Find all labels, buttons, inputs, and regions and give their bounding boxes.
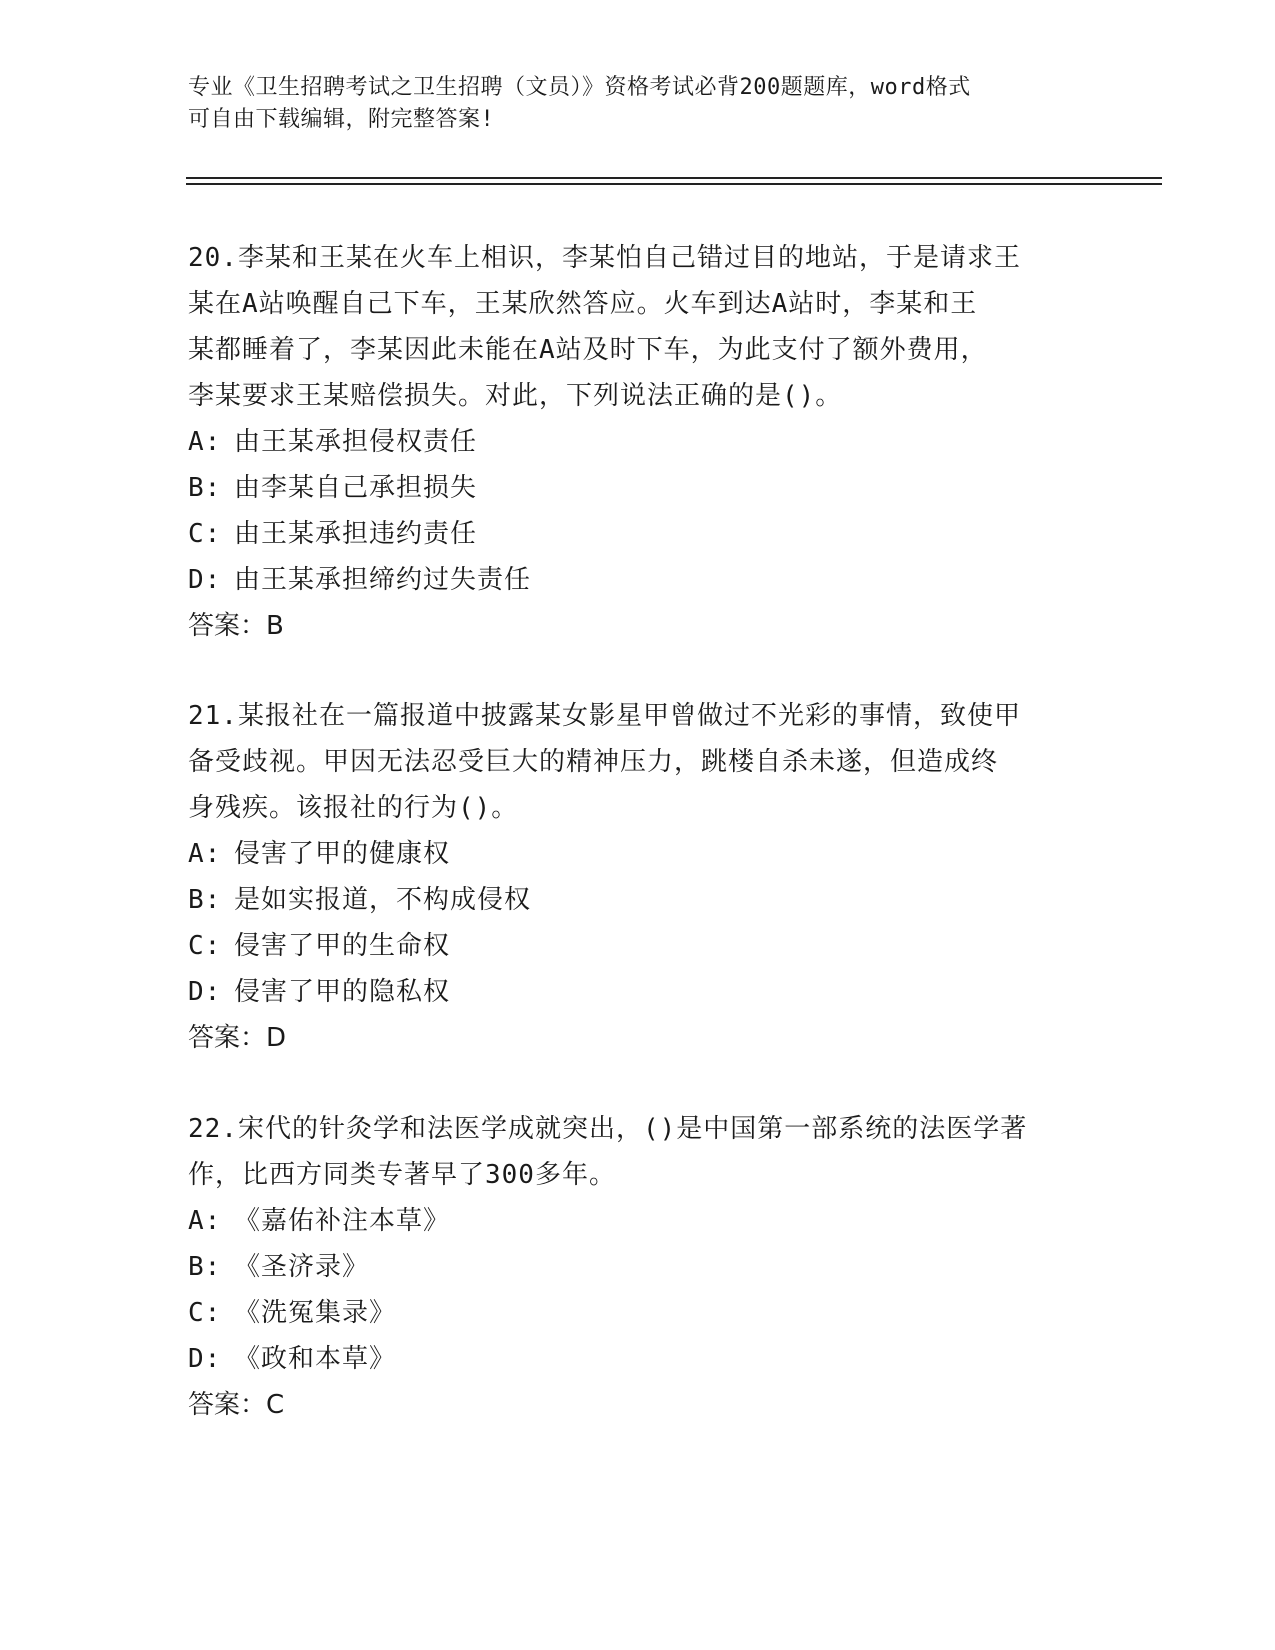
header-divider-bottom [186,183,1162,185]
option-text: 由李某自己承担损失 [234,473,478,503]
question-text-line: 某在A站唤醒自己下车，王某欣然答应。火车到达A站时，李某和王 [188,289,978,319]
question-21 [188,693,1088,1061]
option-text: 由王某承担违约责任 [234,519,478,549]
option-a [188,1198,1088,1244]
option-text: 由王某承担缔约过失责任 [234,565,532,595]
question-text-line: 22.宋代的针灸学和法医学成就突出，()是中国第一部系统的法医学著 [188,1114,1028,1144]
question-20 [188,235,1088,649]
option-letter: B: [188,885,222,915]
option-letter: A: [188,839,222,869]
question-text-line: 作，比西方同类专著早了300多年。 [188,1160,616,1190]
option-letter: D: [188,977,222,1007]
option-text: 《政和本草》 [234,1344,397,1374]
option-letter: A: [188,1206,222,1236]
question-text-line: 李某要求王某赔偿损失。对此，下列说法正确的是()。 [188,381,843,411]
header-line-2: 可自由下载编辑，附完整答案! [188,107,495,132]
option-letter: B: [188,1252,222,1282]
question-22 [188,1106,1088,1428]
option-text: 侵害了甲的隐私权 [234,977,451,1007]
option-a [188,831,1088,877]
option-c [188,1290,1088,1336]
option-b [188,465,1088,511]
option-b [188,877,1088,923]
document-header [188,72,1088,136]
option-c [188,511,1088,557]
option-a [188,419,1088,465]
option-letter: B: [188,473,222,503]
option-letter: C: [188,519,222,549]
header-divider-top [186,177,1162,179]
option-text: 由王某承担侵权责任 [234,427,478,457]
option-letter: C: [188,1298,222,1328]
question-text-line: 21.某报社在一篇报道中披露某女影星甲曾做过不光彩的事情，致使甲 [188,701,1021,731]
option-text: 侵害了甲的生命权 [234,931,451,961]
option-text: 侵害了甲的健康权 [234,839,451,869]
answer-label: 答案：B [188,611,284,641]
option-letter: D: [188,1344,222,1374]
option-text: 《嘉佑补注本草》 [234,1206,451,1236]
option-text: 是如实报道，不构成侵权 [234,885,532,915]
option-letter: C: [188,931,222,961]
option-letter: D: [188,565,222,595]
question-text-line: 某都睡着了，李某因此未能在A站及时下车，为此支付了额外费用， [188,335,988,365]
option-d [188,1336,1088,1382]
answer-label: 答案：D [188,1023,287,1053]
option-b [188,1244,1088,1290]
header-line-1: 专业《卫生招聘考试之卫生招聘（文员）》资格考试必背200题题库，word格式 [188,75,971,100]
option-letter: A: [188,427,222,457]
option-d [188,557,1088,603]
option-c [188,923,1088,969]
question-text-line: 20.李某和王某在火车上相识，李某怕自己错过目的地站，于是请求王 [188,243,1021,273]
question-text-line: 备受歧视。甲因无法忍受巨大的精神压力，跳楼自杀未遂，但造成终 [188,747,999,777]
question-text-line: 身残疾。该报社的行为()。 [188,793,519,823]
answer-label: 答案：C [188,1390,285,1420]
option-text: 《圣济录》 [234,1252,370,1282]
option-d [188,969,1088,1015]
option-text: 《洗冤集录》 [234,1298,397,1328]
